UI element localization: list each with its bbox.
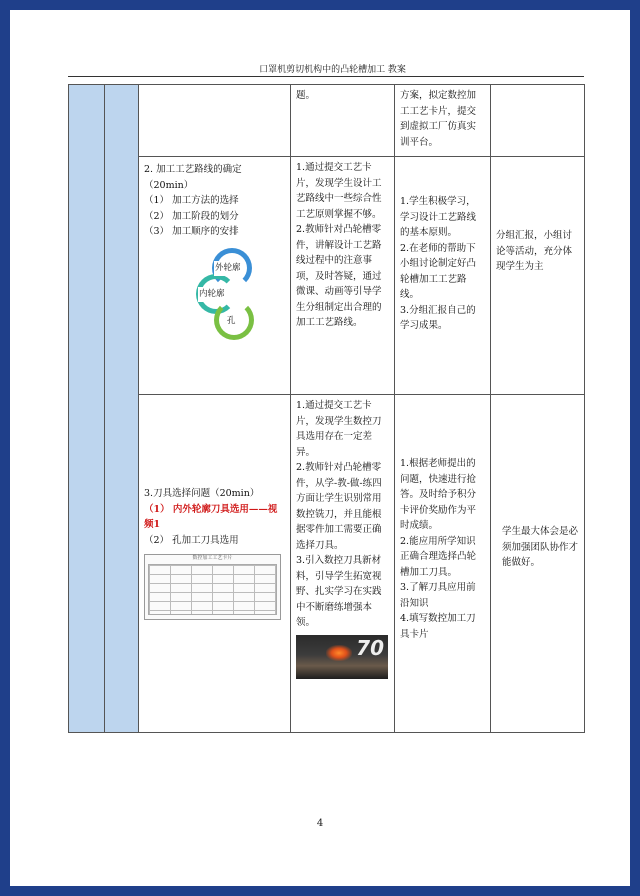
content-cell [139,395,291,733]
list-item: （3） 加工顺序的安排 [144,226,239,237]
design-intent-cell [491,395,585,733]
table-row [69,395,585,733]
page-number: 4 [316,818,324,829]
section-time: （20min） [144,179,194,191]
teacher-activity-cell [291,395,395,733]
cutting-tool-photo [296,635,388,679]
video-link[interactable]: （1） 内外轮廓刀具选用——视频1 [144,503,278,530]
teacher-activity-cell: 题。 [291,85,395,157]
section-title: 2. 加工工艺路线的确定 [144,164,242,175]
tool-card-image [144,554,281,620]
card-title: 数控加工工艺卡片 [192,555,233,561]
document-page [10,10,630,886]
teacher-activity-text: 1.通过提交工艺卡片，发现学生设计工艺路线中一些综合性工艺原则掌握不够。 2.教师针对凸轮槽零件，讲解设计工艺路线过程中的注意事项，及时答疑，通过微课、动画等引导学生分组制定出合理的加工工艺路线。 [296,162,382,328]
design-intent-cell [491,85,585,157]
spark-glow [326,645,352,661]
table-row [69,85,585,157]
section-title: 3.刀具选择问题（20min） [144,488,260,499]
student-activity-cell [395,395,491,733]
student-activity-text: 1.学生积极学习，学习设计工艺路线的基本原则。 2.在老师的帮助下小组讨论制定好凸轮槽加工工艺路线。 3.分组汇报自己的学习成果。 [400,196,477,331]
list-item: （1） 加工方法的选择 [144,195,239,206]
cycle-label: 孔 [226,314,237,330]
sub-stage-column [105,85,139,733]
page-header: 口罩机剪切机构中的凸轮槽加工 教案 [259,65,406,75]
design-intent-cell [491,157,585,395]
lesson-table [68,84,585,733]
teacher-activity-cell [291,157,395,395]
cycle-label: 外轮廓 [214,261,242,277]
student-activity-text: 1.根据老师提出的问题，快速进行抢答。及时给予积分卡评价奖励作为平时成绩。 2.能应用所学知识正确合理选择凸轮槽加工刀具。 3.了解刀具应用前沿知识 4.填写数控加工刀具卡片 [400,458,477,640]
list-item: （2） 孔加工刀具选用 [144,534,239,546]
process-cycle-diagram [190,248,280,348]
card-grid [148,564,277,615]
teacher-activity-text: 1.通过提交工艺卡片，发现学生数控刀具选用存在一定差异。 2.教师针对凸轮槽零件，从学-教-做-练四方面让学生识别常用数控铣刀，并且能根据零件加工需要正确选择刀具。 3.引入数控刀具新材料，引导学生拓宽视野、扎实学习在实践中不断磨练增强本领。 [296,400,382,628]
student-activity-cell [395,157,491,395]
content-cell [139,157,291,395]
photo-text: 70 [356,635,384,660]
cycle-label: 内轮廓 [198,287,226,303]
stage-column [69,85,105,733]
student-activity-cell: 方案，拟定数控加工工艺卡片，提交到虚拟工厂仿真实训平台。 [395,85,491,157]
design-intent-text: 分组汇报，小组讨论等活动，充分体现学生为主 [496,230,573,272]
header-divider [68,76,584,77]
design-intent-text: 学生最大体会是必须加强团队协作才能做好。 [502,526,579,568]
list-item: （2） 加工阶段的划分 [144,210,239,222]
table-row [69,157,585,395]
content-cell [139,85,291,157]
